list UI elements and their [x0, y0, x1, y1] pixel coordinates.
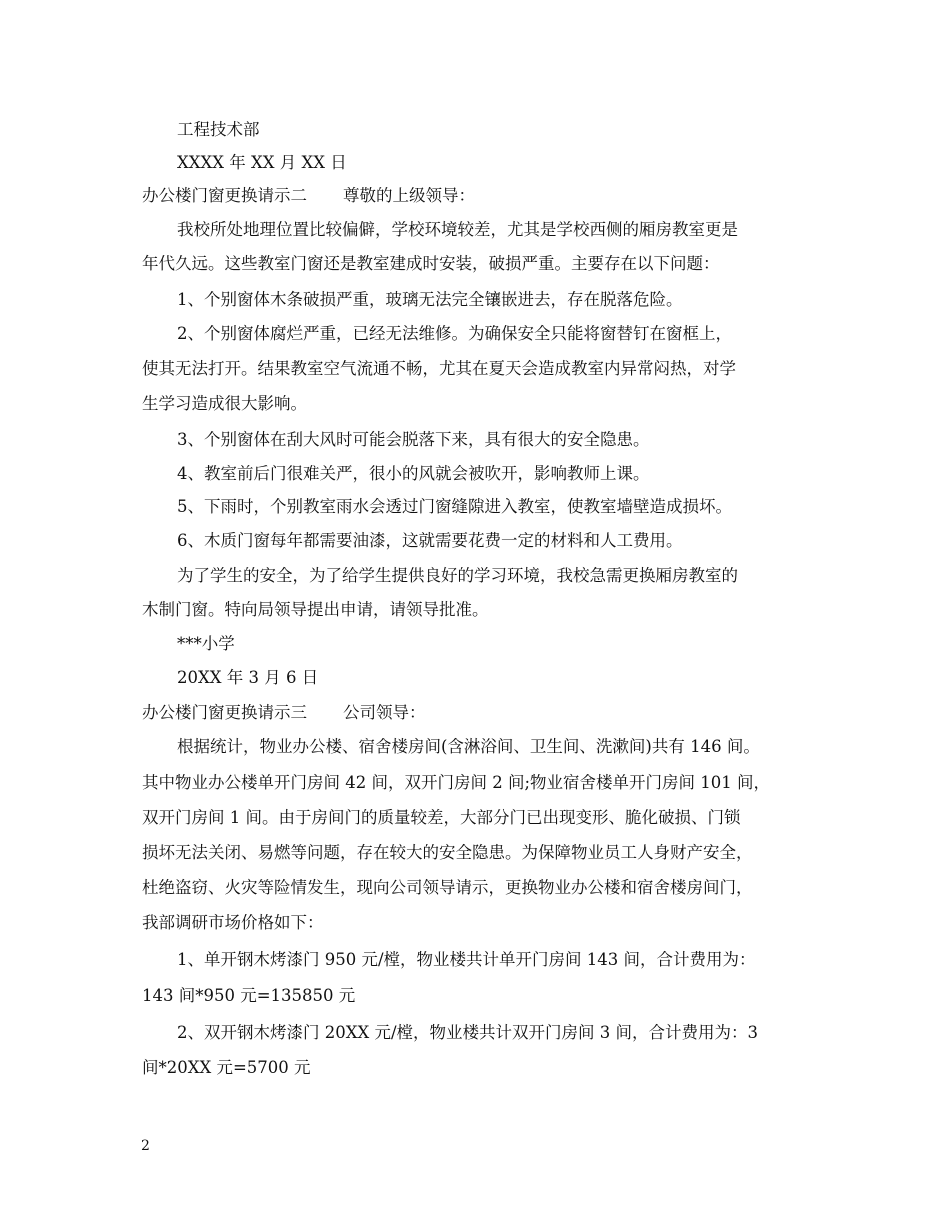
signature-department: 工程技术部: [177, 120, 260, 139]
paragraph-line: 其中物业办公楼单开门房间 42 间，双开门房间 2 间;物业宿舍楼单开门房间 101 间，: [142, 773, 771, 792]
list-item-continuation: 生学习造成很大影响。: [142, 394, 307, 413]
list-item-continuation: 使其无法打开。结果教室空气流通不畅，尤其在夏天会造成教室内异常闷热，对学: [142, 359, 736, 378]
paragraph-line: 我校所处地理位置比较偏僻，学校环境较差，尤其是学校西侧的厢房教室更是: [177, 220, 738, 239]
signature-organization: ***小学: [177, 634, 235, 653]
heading-line-2: [142, 186, 475, 206]
salutation: 尊敬的上级领导：: [343, 186, 475, 205]
paragraph-line: 根据统计，物业办公楼、宿舍楼房间(含淋浴间、卫生间、洗漱间)共有 146 间。: [177, 737, 760, 756]
list-item: 2、双开钢木烤漆门 20XX 元/樘，物业楼共计双开门房间 3 间，合计费用为：3: [177, 1023, 759, 1042]
page-number: 2: [141, 1138, 150, 1154]
section-title: 办公楼门窗更换请示三: [142, 703, 307, 722]
paragraph-line: 为了学生的安全，为了给学生提供良好的学习环境，我校急需更换厢房教室的: [177, 566, 738, 585]
list-item: 4、教室前后门很难关严，很小的风就会被吹开，影响教师上课。: [177, 464, 650, 483]
paragraph-line: 年代久远。这些教室门窗还是教室建成时安装，破损严重。主要存在以下问题：: [142, 254, 720, 273]
paragraph-line: 损坏无法关闭、易燃等问题，存在较大的安全隐患。为保障物业员工人身财产安全，: [142, 843, 753, 862]
salutation: 公司领导：: [343, 703, 426, 722]
list-item-continuation: 间*20XX 元=5700 元: [142, 1058, 311, 1077]
signature-date: 20XX 年 3 月 6 日: [177, 668, 319, 687]
list-item: 3、个别窗体在刮大风时可能会脱落下来，具有很大的安全隐患。: [177, 430, 650, 449]
list-item: 2、个别窗体腐烂严重，已经无法维修。为确保安全只能将窗替钉在窗框上，: [177, 324, 732, 343]
list-item: 6、木质门窗每年都需要油漆，这就需要花费一定的材料和人工费用。: [177, 531, 683, 550]
paragraph-line: 木制门窗。特向局领导提出申请，请领导批准。: [142, 600, 489, 619]
heading-line-3: [142, 703, 426, 723]
list-item: 5、下雨时，个别教室雨水会透过门窗缝隙进入教室，使教室墙壁造成损坏。: [177, 497, 732, 516]
paragraph-line: 双开门房间 1 间。由于房间门的质量较差，大部分门已出现变形、脆化破损、门锁: [142, 808, 741, 827]
list-item-continuation: 143 间*950 元=135850 元: [142, 986, 356, 1005]
paragraph-line: 杜绝盗窃、火灾等险情发生，现向公司领导请示，更换物业办公楼和宿舍楼房间门，: [142, 878, 753, 897]
signature-date: XXXX 年 XX 月 XX 日: [177, 153, 347, 172]
list-item: 1、个别窗体木条破损严重，玻璃无法完全镶嵌进去，存在脱落危险。: [177, 290, 683, 309]
list-item: 1、单开钢木烤漆门 950 元/樘，物业楼共计单开门房间 143 间，合计费用为：: [177, 950, 756, 969]
section-title: 办公楼门窗更换请示二: [142, 186, 307, 205]
paragraph-line: 我部调研市场价格如下：: [142, 913, 324, 932]
